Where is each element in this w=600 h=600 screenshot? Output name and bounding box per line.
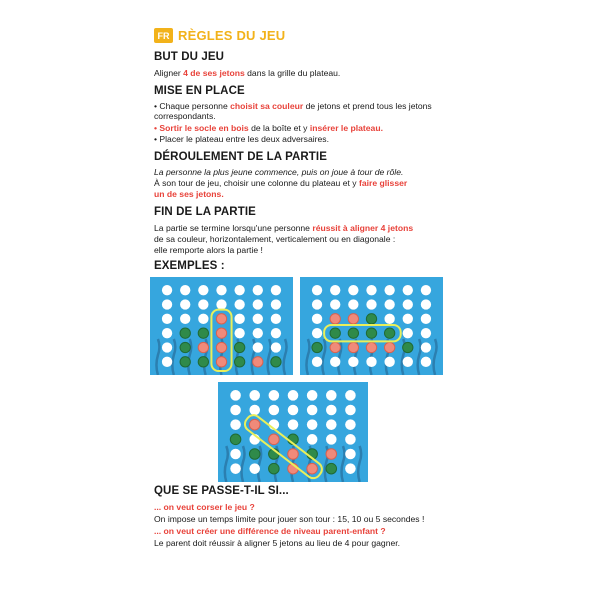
empty-slot (253, 285, 263, 295)
empty-slot (312, 328, 322, 338)
seaweed-decoration (322, 339, 325, 375)
empty-slot (421, 314, 431, 324)
green-token (269, 463, 280, 474)
empty-slot (230, 463, 241, 474)
empty-slot (348, 299, 358, 309)
seaweed-decoration (284, 339, 287, 375)
empty-slot (198, 285, 208, 295)
mise-line-2: • Sortir le socle en bois de la boîte et y insérer le plateau. (154, 123, 383, 133)
empty-slot (403, 314, 413, 324)
empty-slot (271, 328, 281, 338)
empty-slot (366, 357, 376, 367)
pink-token (216, 357, 226, 367)
pink-token (330, 314, 340, 324)
section-title-deroulement: DÉROULEMENT DE LA PARTIE (154, 151, 327, 163)
section-title-fin: FIN DE LA PARTIE (154, 206, 256, 218)
green-token (326, 463, 337, 474)
empty-slot (253, 328, 263, 338)
empty-slot (162, 314, 172, 324)
empty-slot (307, 434, 318, 445)
empty-slot (345, 390, 356, 401)
empty-slot (307, 390, 318, 401)
empty-slot (230, 405, 241, 416)
empty-slot (234, 299, 244, 309)
empty-slot (421, 285, 431, 295)
but-text: Aligner 4 de ses jetons dans la grille du plateau. (154, 68, 341, 78)
section-title-que: QUE SE PASSE-T-IL SI... (154, 485, 289, 497)
green-token (403, 342, 413, 352)
pink-token (348, 314, 358, 324)
deroulement-line-1: La personne la plus jeune commence, puis on joue à tour de rôle. (154, 167, 404, 177)
empty-slot (326, 434, 337, 445)
empty-slot (348, 285, 358, 295)
empty-slot (330, 285, 340, 295)
fin-line-1: La partie se termine lorsqu'une personne réussit à aligner 4 jetons (154, 223, 414, 233)
page-title: RÈGLES DU JEU (178, 28, 286, 43)
pink-token (366, 342, 376, 352)
empty-slot (180, 285, 190, 295)
empty-slot (403, 285, 413, 295)
seaweed-decoration (268, 339, 271, 375)
answer-2: Le parent doit réussir à aligner 5 jetons au lieu de 4 pour gagner. (154, 538, 401, 548)
pink-token (384, 342, 394, 352)
green-token (348, 328, 358, 338)
board-horizontal-example (300, 277, 443, 375)
empty-slot (421, 328, 431, 338)
empty-slot (269, 405, 280, 416)
diagonal-example-grid (218, 382, 368, 482)
section-title-but: BUT DU JEU (154, 51, 225, 63)
empty-slot (269, 390, 280, 401)
section-title-mise: MISE EN PLACE (154, 85, 245, 97)
empty-slot (180, 314, 190, 324)
mise-line-1: • Chaque personne choisit sa couleur de jetons et prend tous les jetons (154, 101, 432, 111)
empty-slot (421, 342, 431, 352)
empty-slot (198, 314, 208, 324)
empty-slot (403, 357, 413, 367)
empty-slot (249, 463, 260, 474)
seaweed-decoration (156, 339, 159, 375)
empty-slot (271, 314, 281, 324)
seaweed-decoration (225, 446, 228, 482)
empty-slot (271, 285, 281, 295)
green-token (330, 328, 340, 338)
mise-line-3: • Placer le plateau entre les deux adversaires. (154, 134, 329, 144)
seaweed-decoration (342, 446, 345, 482)
empty-slot (312, 357, 322, 367)
empty-slot (345, 434, 356, 445)
green-token (234, 357, 244, 367)
empty-slot (403, 328, 413, 338)
empty-slot (421, 299, 431, 309)
empty-slot (288, 419, 299, 430)
empty-slot (180, 299, 190, 309)
section-title-exemples: EXEMPLES : (154, 260, 225, 272)
language-badge: FR (154, 28, 173, 43)
pink-token (198, 342, 208, 352)
seaweed-decoration (172, 339, 175, 375)
empty-slot (345, 419, 356, 430)
pink-token (216, 328, 226, 338)
pink-token (330, 342, 340, 352)
empty-slot (366, 299, 376, 309)
green-token (366, 328, 376, 338)
empty-slot (234, 328, 244, 338)
empty-slot (253, 342, 263, 352)
empty-slot (288, 390, 299, 401)
empty-slot (162, 328, 172, 338)
empty-slot (366, 285, 376, 295)
empty-slot (288, 405, 299, 416)
pink-token (288, 449, 299, 460)
empty-slot (249, 405, 260, 416)
empty-slot (271, 299, 281, 309)
green-token (180, 357, 190, 367)
pink-token (249, 419, 260, 430)
empty-slot (216, 285, 226, 295)
pink-token (216, 314, 226, 324)
seaweed-decoration (358, 446, 361, 482)
deroulement-line-3: un de ses jetons. (154, 189, 224, 199)
pink-token (253, 357, 263, 367)
empty-slot (216, 299, 226, 309)
empty-slot (230, 419, 241, 430)
answer-1: On impose un temps limite pour jouer son tour : 15, 10 ou 5 secondes ! (154, 514, 425, 524)
pink-token (307, 463, 318, 474)
seaweed-decoration (242, 446, 245, 482)
empty-slot (312, 285, 322, 295)
deroulement-line-2: À son tour de jeu, choisir une colonne du plateau et y faire glisser (154, 178, 408, 188)
empty-slot (384, 357, 394, 367)
mise-line-1b: correspondants. (154, 111, 216, 121)
green-token (366, 314, 376, 324)
green-token (180, 342, 190, 352)
fin-line-2: de sa couleur, horizontalement, verticalement ou en diagonale : (154, 234, 396, 244)
pink-token (216, 342, 226, 352)
empty-slot (384, 314, 394, 324)
empty-slot (330, 299, 340, 309)
empty-slot (330, 357, 340, 367)
empty-slot (271, 342, 281, 352)
pink-token (269, 434, 280, 445)
empty-slot (403, 299, 413, 309)
fin-line-3: elle remporte alors la partie ! (154, 245, 263, 255)
question-1: ... on veut corser le jeu ? (154, 502, 255, 512)
seaweed-decoration (306, 339, 309, 375)
green-token (234, 342, 244, 352)
green-token (230, 434, 241, 445)
empty-slot (249, 390, 260, 401)
green-token (384, 328, 394, 338)
header (154, 28, 285, 43)
empty-slot (345, 449, 356, 460)
empty-slot (230, 449, 241, 460)
empty-slot (307, 419, 318, 430)
empty-slot (162, 357, 172, 367)
green-token (180, 328, 190, 338)
empty-slot (234, 285, 244, 295)
green-token (198, 357, 208, 367)
empty-slot (345, 463, 356, 474)
empty-slot (253, 314, 263, 324)
empty-slot (384, 299, 394, 309)
empty-slot (162, 299, 172, 309)
green-token (249, 449, 260, 460)
pink-token (348, 342, 358, 352)
empty-slot (230, 390, 241, 401)
board-vertical-example (150, 277, 293, 375)
green-token (312, 342, 322, 352)
empty-slot (326, 390, 337, 401)
empty-slot (326, 405, 337, 416)
empty-slot (198, 299, 208, 309)
seaweed-decoration (418, 339, 421, 375)
empty-slot (307, 405, 318, 416)
empty-slot (348, 357, 358, 367)
empty-slot (421, 357, 431, 367)
empty-slot (253, 299, 263, 309)
vertical-example-grid (150, 277, 293, 375)
empty-slot (234, 314, 244, 324)
green-token (198, 328, 208, 338)
green-token (271, 357, 281, 367)
empty-slot (162, 285, 172, 295)
board-diagonal-example (218, 382, 368, 482)
seaweed-decoration (434, 339, 437, 375)
horizontal-example-grid (300, 277, 443, 375)
empty-slot (312, 299, 322, 309)
empty-slot (312, 314, 322, 324)
empty-slot (326, 419, 337, 430)
empty-slot (345, 405, 356, 416)
empty-slot (384, 285, 394, 295)
pink-token (326, 449, 337, 460)
question-2: ... on veut créer une différence de niveau parent-enfant ? (154, 526, 386, 536)
empty-slot (162, 342, 172, 352)
